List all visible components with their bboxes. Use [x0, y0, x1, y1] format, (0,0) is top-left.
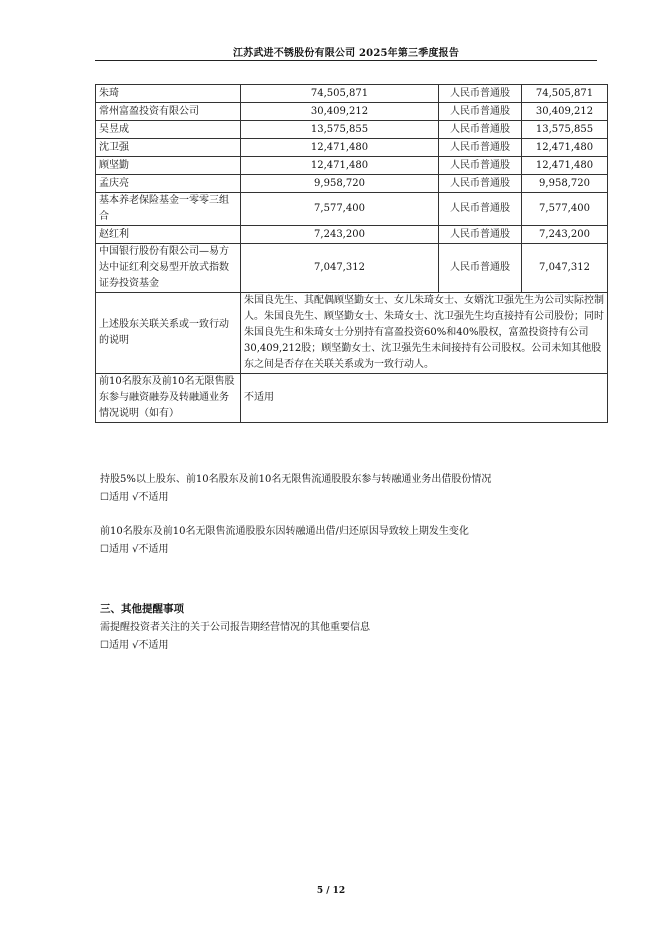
share-qty: 9,958,720 — [522, 175, 608, 193]
section-text: 需提醒投资者关注的关于公司报告期经营情况的其他重要信息 — [100, 622, 370, 633]
share-type: 人民币普通股 — [439, 85, 522, 103]
holder-name: 沈卫强 — [96, 139, 241, 157]
holder-name: 吴昱成 — [96, 121, 241, 139]
section-heading: 三、其他提醒事项 — [100, 603, 184, 615]
holder-qty: 9,958,720 — [241, 175, 439, 193]
holder-name: 常州富盈投资有限公司 — [96, 103, 241, 121]
holder-qty: 7,243,200 — [241, 226, 439, 244]
table-row — [96, 157, 608, 175]
related-label: 上述股东关联关系或一致行动的说明 — [96, 293, 241, 374]
share-type: 人民币普通股 — [439, 193, 522, 226]
holder-name: 基本养老保险基金一零零三组合 — [96, 193, 241, 226]
holder-qty: 12,471,480 — [241, 157, 439, 175]
holder-qty: 7,047,312 — [241, 244, 439, 293]
related-text: 朱国良先生、其配偶顾坚勤女士、女儿朱琦女士、女婿沈卫强先生为公司实际控制人。朱国良先生、顾坚勤女士、朱琦女士、沈卫强先生均直接持有公司股份；同时朱国良先生和朱琦女士分别持有富盈投资60%和40%股权，富盈投资持有公司30,409,212股；顾坚勤女士、沈卫强先生未间接持有公司股权。公司未知其他股东之间是否存在关联关系或为一致行动人。 — [241, 293, 608, 374]
table-row — [96, 193, 608, 226]
holder-name: 朱琦 — [96, 85, 241, 103]
table-row — [96, 175, 608, 193]
table-row — [96, 226, 608, 244]
holder-qty: 7,577,400 — [241, 193, 439, 226]
share-type: 人民币普通股 — [439, 175, 522, 193]
section-options: ☐适用 √不适用 — [100, 640, 169, 651]
note-2-options: ☐适用 √不适用 — [100, 544, 169, 555]
share-type: 人民币普通股 — [439, 103, 522, 121]
share-type: 人民币普通股 — [439, 157, 522, 175]
share-type: 人民币普通股 — [439, 226, 522, 244]
table-row — [96, 293, 608, 374]
top-holders-table — [95, 84, 608, 423]
table-row — [96, 103, 608, 121]
table-row — [96, 121, 608, 139]
holder-qty: 74,505,871 — [241, 85, 439, 103]
share-qty: 30,409,212 — [522, 103, 608, 121]
share-type: 人民币普通股 — [439, 244, 522, 293]
table-row — [96, 374, 608, 423]
note-1-options: ☐适用 √不适用 — [100, 492, 169, 503]
share-qty: 7,047,312 — [522, 244, 608, 293]
share-type: 人民币普通股 — [439, 139, 522, 157]
page-number: 5 / 12 — [316, 886, 346, 896]
margin-text: 不适用 — [241, 374, 608, 423]
report-header: 江苏武进不锈股份有限公司 2025年第三季度报告 — [232, 48, 460, 59]
table-row — [96, 139, 608, 157]
share-qty: 12,471,480 — [522, 157, 608, 175]
table-row — [96, 85, 608, 103]
share-qty: 12,471,480 — [522, 139, 608, 157]
share-qty: 7,577,400 — [522, 193, 608, 226]
share-qty: 74,505,871 — [522, 85, 608, 103]
holder-name: 赵红利 — [96, 226, 241, 244]
note-1-title: 持股5%以上股东、前10名股东及前10名无限售流通股股东参与转融通业务出借股份情况 — [100, 474, 492, 485]
holder-name: 中国银行股份有限公司—易方达中证红利交易型开放式指数证券投资基金 — [96, 244, 241, 293]
header-rule — [95, 60, 597, 61]
margin-label: 前10名股东及前10名无限售股东参与融资融券及转融通业务情况说明（如有） — [96, 374, 241, 423]
holder-qty: 12,471,480 — [241, 139, 439, 157]
table-row — [96, 244, 608, 293]
share-qty: 7,243,200 — [522, 226, 608, 244]
share-type: 人民币普通股 — [439, 121, 522, 139]
note-2-title: 前10名股东及前10名无限售流通股股东因转融通出借/归还原因导致较上期发生变化 — [100, 526, 469, 537]
holder-name: 孟庆亮 — [96, 175, 241, 193]
holder-name: 顾坚勤 — [96, 157, 241, 175]
holder-qty: 30,409,212 — [241, 103, 439, 121]
holder-qty: 13,575,855 — [241, 121, 439, 139]
share-qty: 13,575,855 — [522, 121, 608, 139]
